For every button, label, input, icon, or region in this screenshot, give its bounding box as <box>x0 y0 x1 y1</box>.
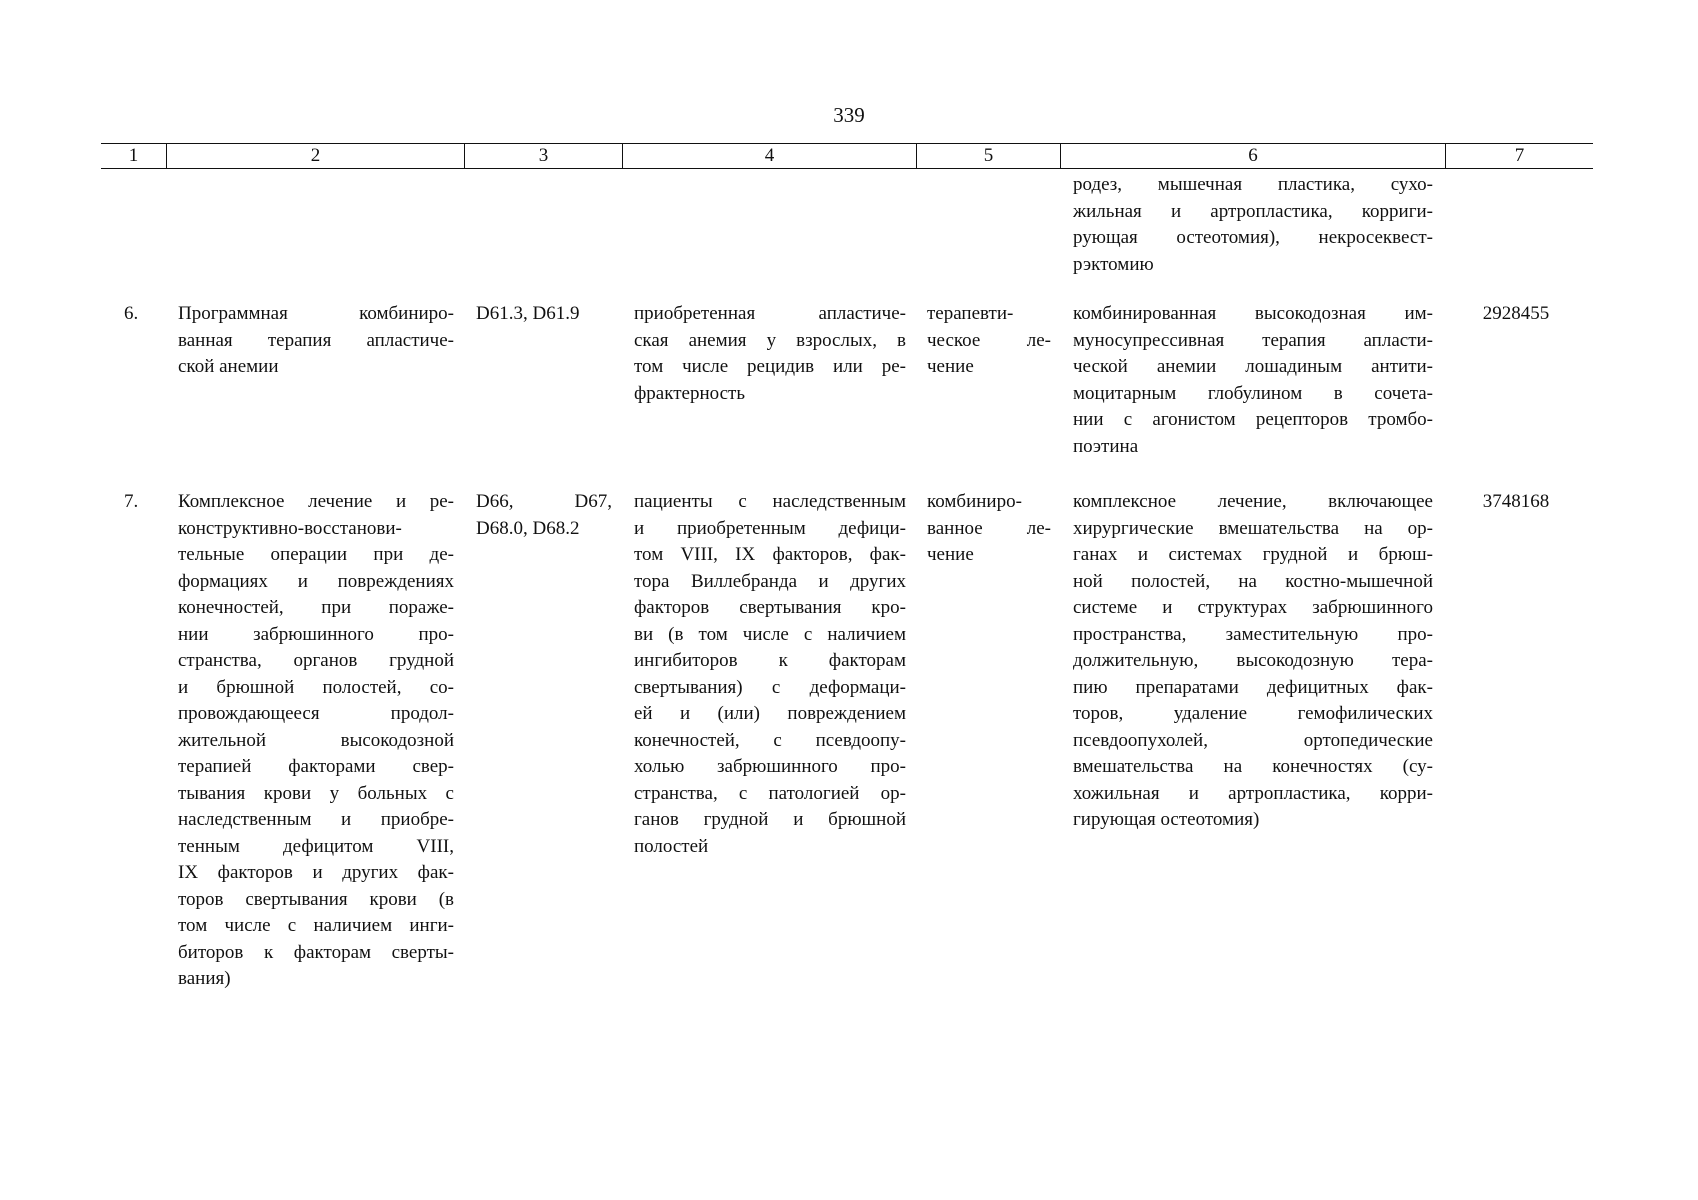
text-line: тельные операции при де- <box>178 544 454 565</box>
text-line: ческое ле- <box>927 329 1051 351</box>
column-number-7: 7 <box>1514 145 1525 166</box>
row-7-treatment-type <box>927 489 1051 569</box>
column-number-5: 5 <box>917 144 1061 168</box>
text-line: пространства, заместительную про- <box>1073 623 1433 645</box>
text-line: муносупрессивная терапия апласти- <box>1073 329 1433 351</box>
text-line: и брюшной полостей, со- <box>178 676 454 698</box>
text-line: холью забрюшинного про- <box>634 756 906 777</box>
text-line: конечностей, с псевдоопу- <box>634 729 906 751</box>
text-line: ской анемии <box>178 356 279 377</box>
text-line: комбиниро- <box>927 491 1022 512</box>
text-line: поэтина <box>1073 435 1139 457</box>
page-number: 339 <box>833 103 865 127</box>
text-line: биторов к факторам сверты- <box>178 941 454 963</box>
text-line: пациенты с наследственным <box>634 491 906 512</box>
text-line: чение <box>927 544 974 565</box>
text-line: фрактерность <box>634 382 746 404</box>
text-line: вания) <box>178 968 231 989</box>
text-line: ванная терапия апластиче- <box>178 329 454 351</box>
row-6-treatment-method <box>1073 301 1433 460</box>
column-number-6: 6 <box>1061 144 1446 168</box>
row-7-cost: 3748168 <box>1482 491 1550 512</box>
text-line: родез, мышечная пластика, сухо- <box>1073 174 1433 195</box>
text-line: торов свертывания крови (в <box>178 888 454 910</box>
text-line: хирургические вмешательства на ор- <box>1073 517 1433 539</box>
text-line: провождающееся продол- <box>178 703 454 724</box>
text-line: псевдоопухолей, ортопедические <box>1073 729 1433 751</box>
row-6-number: 6. <box>124 303 139 324</box>
text-line: IX факторов и других фак- <box>178 862 454 883</box>
text-line: ческой анемии лошадиным антити- <box>1073 356 1433 377</box>
text-line: наследственным и приобре- <box>178 809 454 830</box>
text-line: Программная комбиниро- <box>178 303 454 324</box>
text-line: вмешательства на конечностях (су- <box>1073 756 1433 777</box>
text-line: чение <box>927 356 974 377</box>
column-number-2: 2 <box>167 144 465 168</box>
text-line: нии забрюшинного про- <box>178 623 454 645</box>
text-line: пию препаратами дефицитных фак- <box>1073 676 1433 698</box>
text-line: комбинированная высокодозная им- <box>1073 303 1433 324</box>
row-6-name <box>178 301 454 381</box>
text-line: жильная и артропластика, корриги- <box>1073 200 1433 222</box>
text-line: ванное ле- <box>927 517 1051 539</box>
text-line: системе и структурах забрюшинного <box>1073 597 1433 618</box>
column-number-4: 4 <box>623 144 917 168</box>
continuation-col6 <box>1073 172 1433 278</box>
text-line: гирующая остеотомия) <box>1073 809 1260 830</box>
text-line: ингибиторов к факторам <box>634 650 906 671</box>
text-line: хожильная и артропластика, корри- <box>1073 782 1433 804</box>
row-7-treatment-method <box>1073 489 1433 834</box>
text-line: тывания крови у больных с <box>178 782 454 804</box>
text-line: формациях и повреждениях <box>178 570 454 592</box>
text-line: конструктивно-восстанови- <box>178 517 402 539</box>
row-6-codes <box>476 301 612 328</box>
row-7-number: 7. <box>124 491 139 512</box>
text-line: ей и (или) повреждением <box>634 703 906 724</box>
text-line: и приобретенным дефици- <box>634 517 906 539</box>
text-line: тора Виллебранда и других <box>634 570 906 592</box>
text-line: D66, D67, <box>476 491 612 512</box>
text-line: том числе с наличием инги- <box>178 915 454 936</box>
column-number-3: 3 <box>465 144 623 168</box>
text-line: том числе рецидив или ре- <box>634 356 906 377</box>
row-6-cost: 2928455 <box>1482 303 1550 324</box>
text-line: полостей <box>634 835 709 857</box>
text-line: том VIII, IX факторов, фак- <box>634 544 906 565</box>
text-line: ская анемия у взрослых, в <box>634 329 906 351</box>
text-line: комплексное лечение, включающее <box>1073 491 1433 512</box>
column-number-header <box>101 143 1593 169</box>
row-7-codes <box>476 489 612 542</box>
row-7-patient-model <box>634 489 906 860</box>
text-line: Комплексное лечение и ре- <box>178 491 454 512</box>
text-line: факторов свертывания кро- <box>634 597 906 618</box>
row-7-name <box>178 489 454 993</box>
column-number-1: 1 <box>101 144 167 168</box>
text-line: тенным дефицитом VIII, <box>178 835 454 857</box>
text-line: рующая остеотомия), некросеквест- <box>1073 227 1433 248</box>
text-line: ганах и системах грудной и брюш- <box>1073 544 1433 565</box>
text-line: терапевти- <box>927 303 1014 324</box>
text-line: приобретенная апластиче- <box>634 303 906 324</box>
text-line: торов, удаление гемофилических <box>1073 703 1433 724</box>
row-6-treatment-type <box>927 301 1051 381</box>
text-line: рэктомию <box>1073 253 1154 275</box>
text-line: моцитарным глобулином в сочета- <box>1073 382 1433 404</box>
row-6-patient-model <box>634 301 906 407</box>
text-line: ви (в том числе с наличием <box>634 623 906 645</box>
text-line: нии с агонистом рецепторов тромбо- <box>1073 409 1433 430</box>
text-line: странства, органов грудной <box>178 650 454 671</box>
text-line: D61.3, D61.9 <box>476 303 580 324</box>
text-line: должительную, высокодозную тера- <box>1073 650 1433 671</box>
text-line: ганов грудной и брюшной <box>634 809 906 830</box>
text-line: свертывания) с деформаци- <box>634 676 906 698</box>
text-line: странства, с патологией ор- <box>634 782 906 804</box>
text-line: ной полостей, на костно-мышечной <box>1073 570 1433 592</box>
text-line: D68.0, D68.2 <box>476 517 580 539</box>
text-line: жительной высокодозной <box>178 729 454 751</box>
text-line: терапией факторами свер- <box>178 756 454 777</box>
text-line: конечностей, при пораже- <box>178 597 454 618</box>
